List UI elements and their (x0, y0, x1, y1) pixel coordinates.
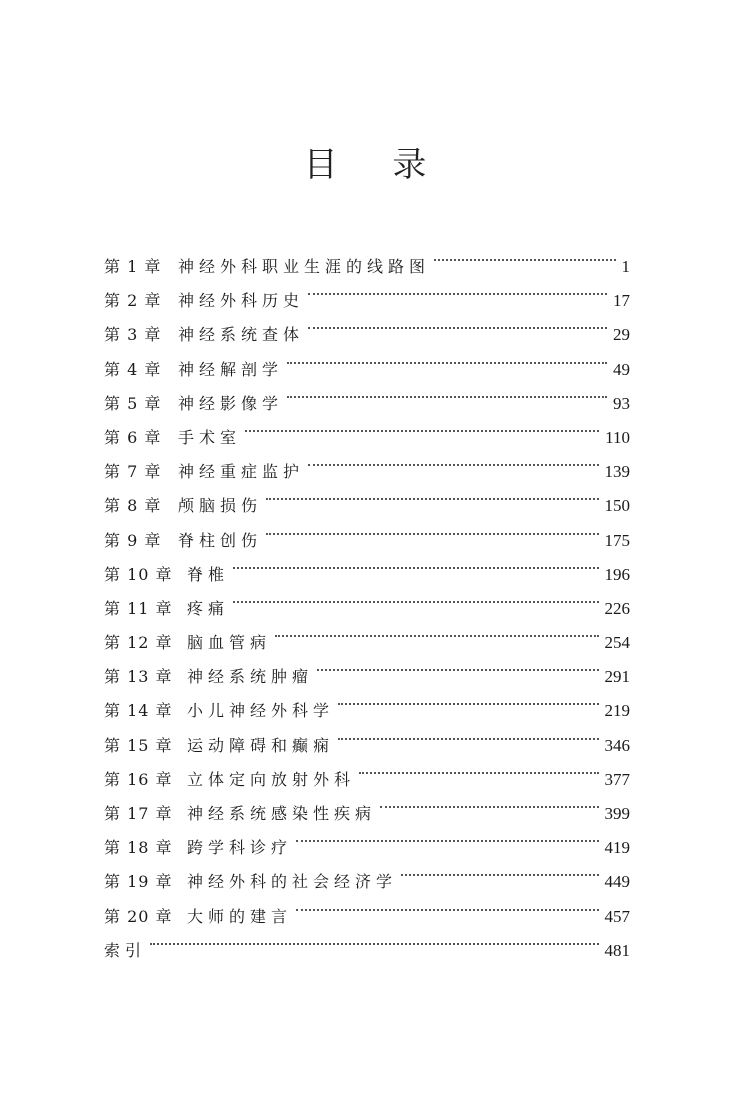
dot-leader (380, 785, 598, 819)
dot-leader (308, 443, 598, 477)
toc-entry-title: 脊椎 (187, 564, 230, 584)
toc-entry-title: 颅脑损伤 (178, 496, 263, 516)
toc-page-number: 150 (604, 496, 630, 516)
page-title: 目 录 (303, 145, 449, 185)
toc-page-number: 17 (613, 291, 630, 311)
toc-chapter-number: 第 11 章 (104, 598, 173, 618)
toc-entry-title: 跨学科诊疗 (187, 838, 293, 858)
toc-page-number: 49 (613, 359, 630, 379)
toc-chapter-number: 第 13 章 (104, 667, 173, 687)
toc-entry-title: 神经解剖学 (178, 359, 284, 379)
toc-chapter-number: 第 10 章 (104, 564, 173, 584)
toc-entry-title: 运动障碍和癫痫 (187, 735, 335, 755)
dot-leader (434, 238, 615, 272)
toc-chapter-number: 第 20 章 (104, 906, 173, 926)
toc-entry-title: 神经影像学 (178, 393, 284, 413)
dot-leader (317, 648, 598, 682)
toc-entry-title: 神经系统感染性疾病 (187, 804, 377, 823)
dot-leader (338, 682, 598, 716)
toc-page-number: 110 (605, 427, 630, 447)
toc-chapter-number: 第 12 章 (104, 633, 173, 653)
dot-leader (233, 546, 598, 580)
dot-leader (266, 477, 598, 511)
toc-page-number: 1 (621, 257, 630, 276)
dot-leader (359, 751, 598, 785)
toc-entry-title: 大师的建言 (187, 906, 293, 926)
toc-page-number: 399 (604, 804, 630, 823)
toc-entry-title: 神经外科职业生涯的线路图 (178, 257, 431, 276)
toc-page-number: 196 (604, 564, 630, 584)
toc-chapter-number: 第 4 章 (104, 359, 162, 379)
toc-page-number: 29 (613, 325, 630, 345)
toc-page-number: 254 (604, 633, 630, 653)
dot-leader (308, 306, 607, 340)
toc-entry-title: 脑血管病 (187, 633, 272, 653)
toc-page-number: 219 (604, 701, 630, 721)
dot-leader (287, 375, 607, 409)
toc-entry-title: 神经外科历史 (178, 291, 305, 311)
toc-entry-title: 小儿神经外科学 (187, 701, 335, 721)
toc-entry-title: 手术室 (178, 427, 242, 447)
dot-leader (150, 922, 598, 956)
toc-page-number: 449 (604, 872, 630, 892)
toc-entry-title: 神经重症监护 (178, 462, 305, 482)
dot-leader (287, 341, 607, 375)
dot-leader (308, 272, 607, 306)
dot-leader (245, 409, 599, 443)
toc-chapter-number: 第 16 章 (104, 769, 173, 789)
toc-chapter-number: 第 8 章 (104, 496, 162, 516)
toc-chapter-number: 第 3 章 (104, 325, 162, 345)
toc-chapter-number: 第 15 章 (104, 735, 173, 755)
toc-entry-title: 脊柱创伤 (178, 530, 263, 550)
toc-chapter-number: 第 19 章 (104, 872, 173, 892)
dot-leader (338, 717, 598, 751)
toc-chapter-number: 第 1 章 (104, 257, 162, 276)
toc-entry-title: 索引 (104, 940, 147, 960)
toc-page-number: 481 (604, 940, 630, 960)
toc-chapter-number: 第 2 章 (104, 291, 162, 311)
dot-leader (275, 614, 598, 648)
toc-entry-title: 疼痛 (187, 598, 230, 618)
toc-entry-title: 神经系统肿瘤 (187, 667, 314, 687)
toc-page-number: 377 (604, 769, 630, 789)
toc-page-number: 419 (604, 838, 630, 858)
toc-chapter-number: 第 6 章 (104, 427, 162, 447)
dot-leader (233, 580, 598, 614)
toc-page-number: 291 (604, 667, 630, 687)
toc-chapter-number: 第 9 章 (104, 530, 162, 550)
toc-page-number: 175 (604, 530, 630, 550)
toc-page-number: 93 (613, 393, 630, 413)
toc-chapter-number: 第 5 章 (104, 393, 162, 413)
toc-page-number: 139 (604, 462, 630, 482)
toc-chapter-number: 第 14 章 (104, 701, 173, 721)
toc-page-number: 346 (604, 735, 630, 755)
toc-chapter-number: 第 7 章 (104, 462, 162, 482)
dot-leader (296, 819, 598, 853)
toc-page-number: 226 (604, 598, 630, 618)
toc-entry[interactable] (104, 238, 630, 276)
table-of-contents (104, 238, 630, 960)
toc-entry[interactable] (104, 922, 630, 960)
toc-chapter-number: 第 18 章 (104, 838, 173, 858)
toc-page-number: 457 (604, 906, 630, 926)
toc-chapter-number: 第 17 章 (104, 804, 173, 823)
toc-entry-title: 神经系统查体 (178, 325, 305, 345)
dot-leader (296, 888, 598, 922)
toc-entry-title: 立体定向放射外科 (187, 769, 356, 789)
toc-entry-title: 神经外科的社会经济学 (187, 872, 398, 892)
dot-leader (266, 512, 598, 546)
dot-leader (401, 853, 598, 887)
